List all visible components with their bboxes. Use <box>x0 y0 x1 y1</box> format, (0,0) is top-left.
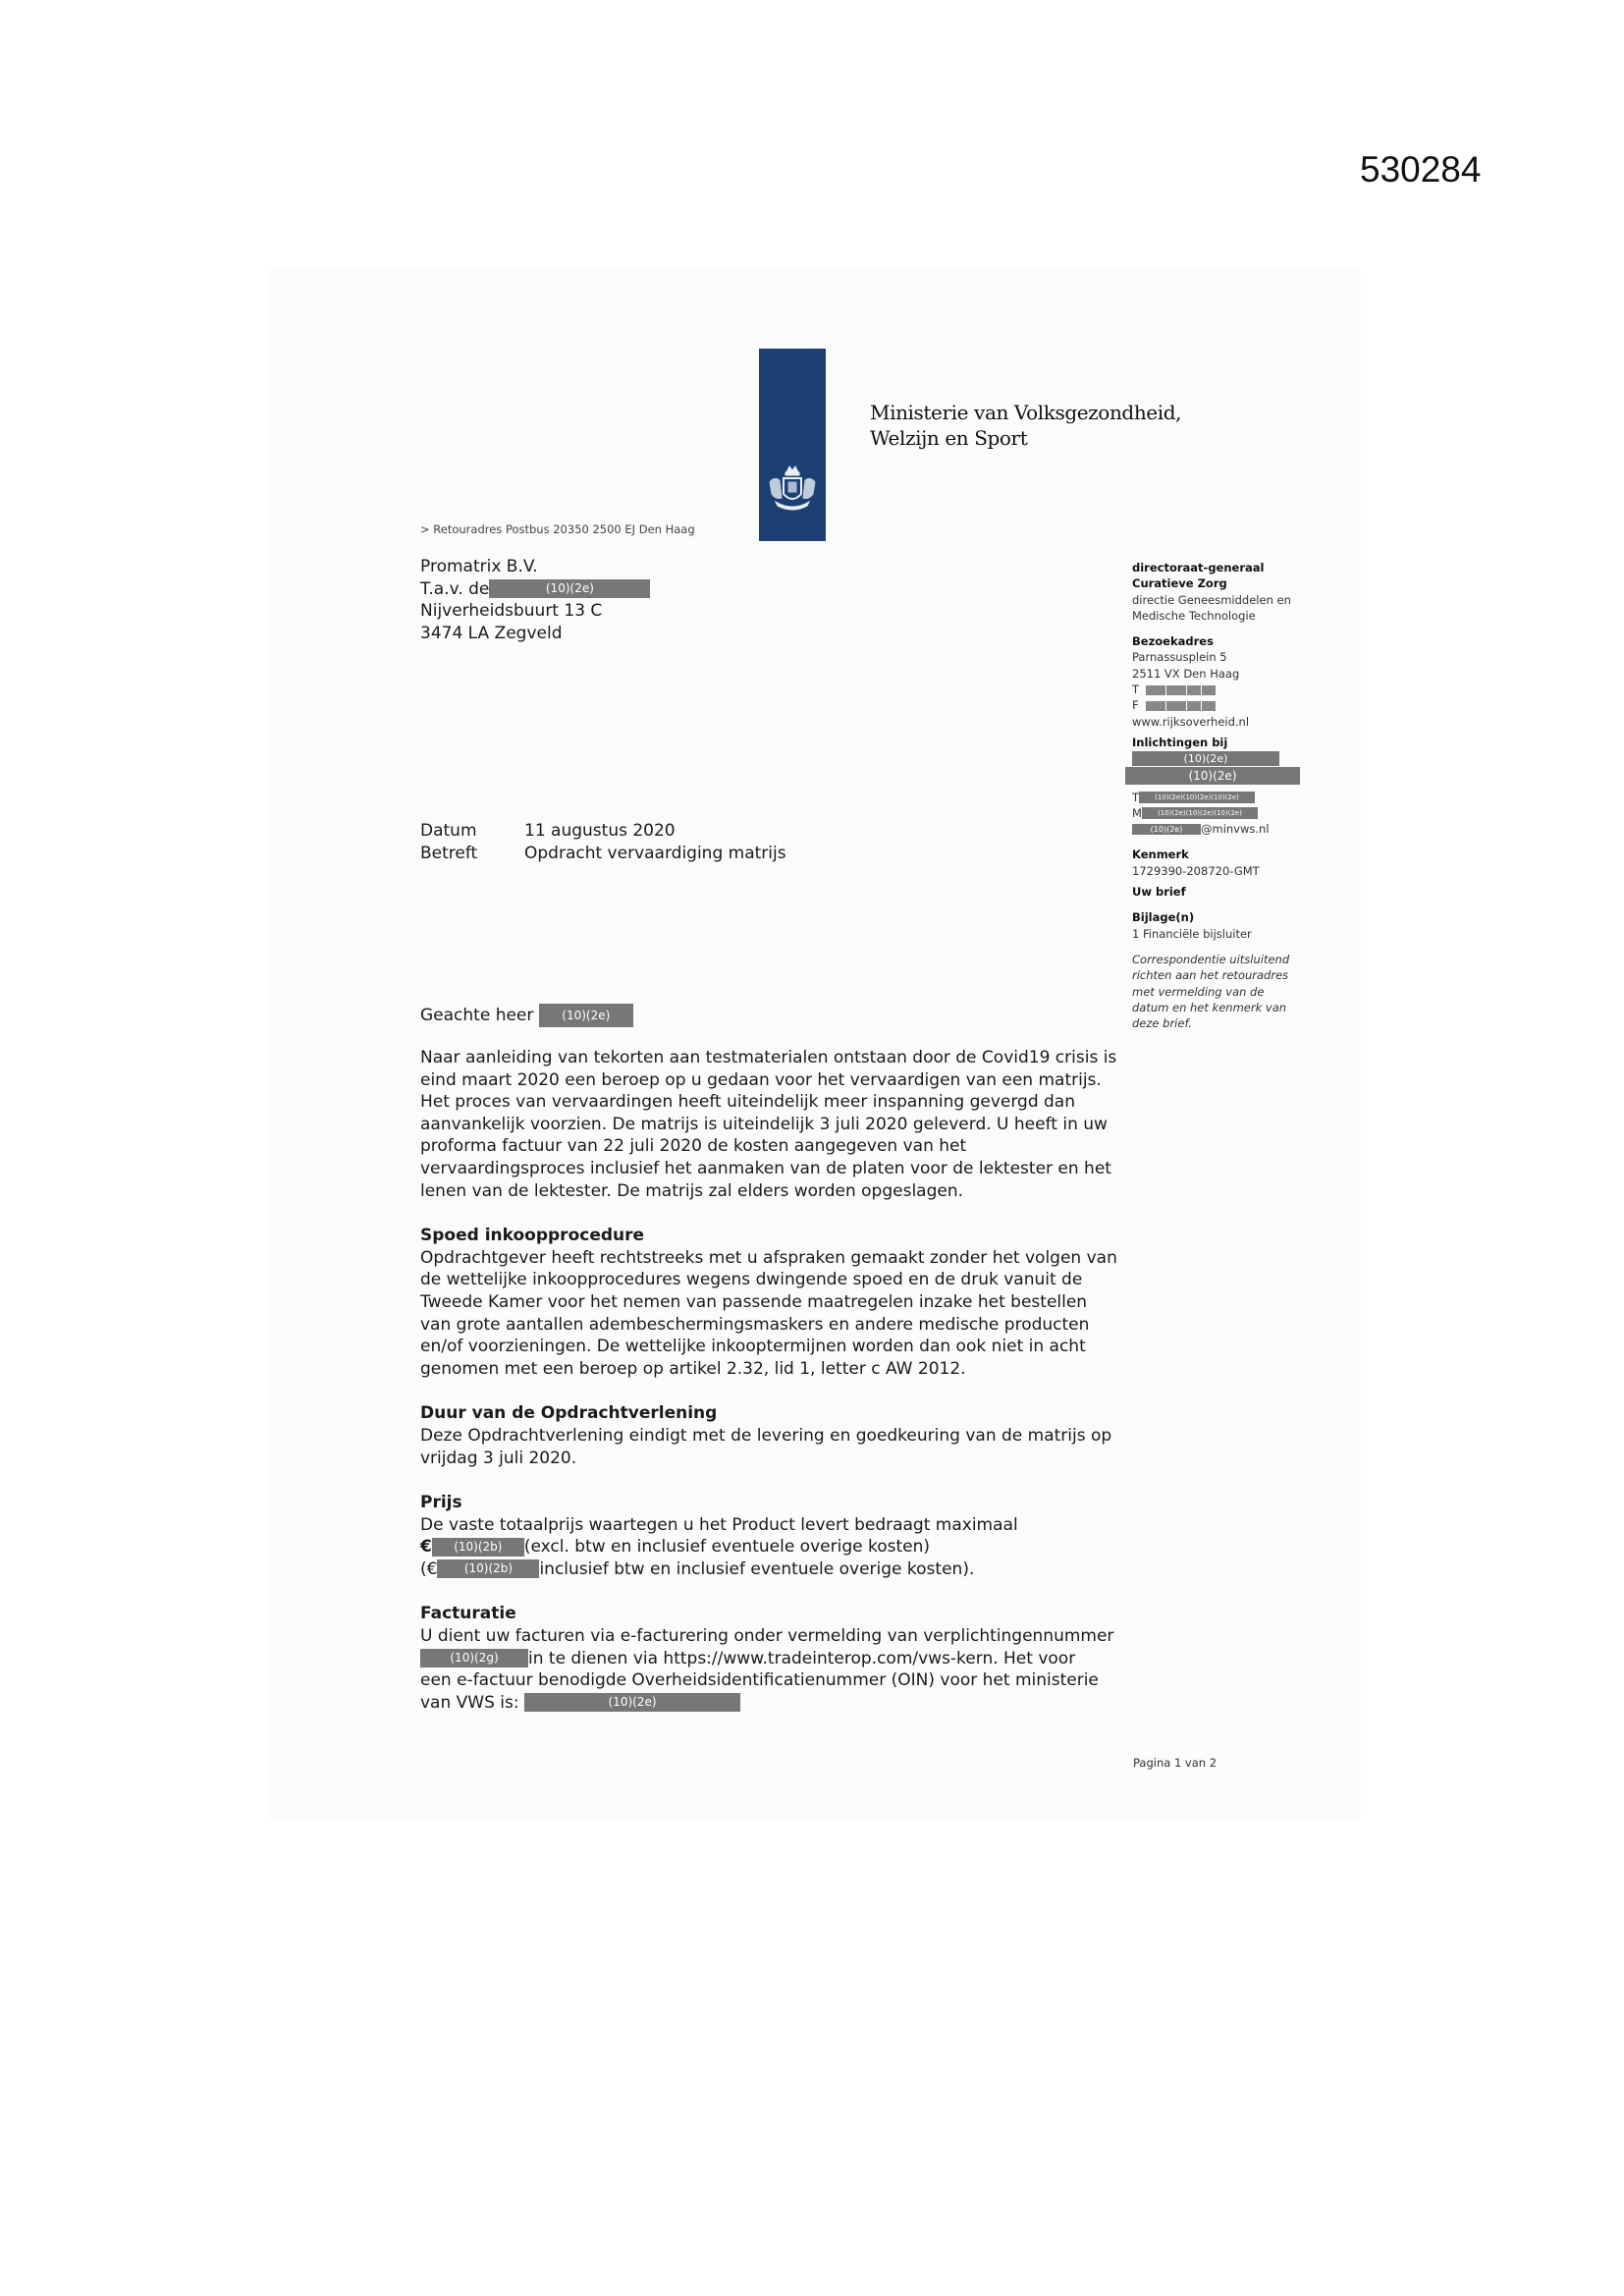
ministry-logo <box>759 349 826 541</box>
body-line: een e-factuur benodigde Overheidsidentificatienummer (OIN) voor het ministerie <box>420 1670 1099 1691</box>
body-line <box>420 1648 1117 1670</box>
recipient-company: Promatrix B.V. <box>420 557 538 576</box>
body-line: lenen van de lektester. De matrijs zal elders worden opgeslagen. <box>420 1180 964 1201</box>
phone-row <box>1132 682 1328 697</box>
redaction-box: (10)(2b) <box>437 1559 539 1578</box>
document-number: 530284 <box>1360 149 1482 190</box>
letter-body <box>420 1047 1117 1714</box>
corr-line: datum en het kenmerk van <box>1132 1000 1287 1014</box>
email-domain: @minvws.nl <box>1201 822 1270 837</box>
body-line: Het proces van vervaardingen heeft uiteindelijk meer inspanning gevergd dan <box>420 1092 1075 1113</box>
phone-label: T <box>1132 790 1140 804</box>
euro-sign: € <box>420 1537 432 1558</box>
return-address: > Retouradres Postbus 20350 2500 EJ Den Haag <box>420 522 695 536</box>
redaction-box: (10)(2b) <box>432 1538 524 1557</box>
bijlage-label: Bijlage(n) <box>1132 910 1195 925</box>
price-open: (€ <box>420 1558 438 1579</box>
body-line: en/of voorzieningen. De wettelijke inkooptermijnen worden dan ook niet in acht <box>420 1337 1086 1357</box>
sidebar-info <box>1132 560 1328 1031</box>
body-line: de wettelijke inkoopprocedures wegens dwingende spoed en de druk vanuit de <box>420 1270 1083 1290</box>
coat-of-arms-icon <box>762 465 823 535</box>
contact-mobile-row <box>1132 805 1328 821</box>
salutation <box>420 1004 633 1027</box>
body-line: genomen met een beroep op artikel 2.32, lid 1, letter c AW 2012. <box>420 1358 966 1379</box>
dept-label: Curatieve Zorg <box>1132 576 1227 591</box>
body-line: proforma factuur van 22 juli 2020 de kosten aangegeven van het <box>420 1136 967 1157</box>
body-line: vervaardingsproces inclusief het aanmaken van de platen voor de lektester en het <box>420 1158 1111 1178</box>
redaction-box: (10)(2g) <box>420 1649 528 1667</box>
section-heading: Facturatie <box>420 1604 516 1624</box>
section-heading: Duur van de Opdrachtverlening <box>420 1403 718 1424</box>
mobile-label: M <box>1132 805 1142 820</box>
body-line <box>420 1558 1117 1581</box>
phone-label: T <box>1132 683 1140 697</box>
kenmerk-label: Kenmerk <box>1132 847 1189 862</box>
ministry-name <box>870 400 1181 451</box>
directie-line-2: Medische Technologie <box>1132 608 1256 623</box>
correspondence-note <box>1132 952 1328 1031</box>
invoice-text: van VWS is: <box>420 1692 519 1713</box>
body-line: vrijdag 3 juli 2020. <box>420 1448 577 1468</box>
body-line: Deze Opdrachtverlening eindigt met de levering en goedkeuring van de matrijs op <box>420 1425 1112 1446</box>
duur-section <box>420 1402 1117 1469</box>
body-line <box>420 1536 1117 1558</box>
facturatie-section <box>420 1603 1117 1714</box>
kenmerk-value: 1729390-208720-GMT <box>1132 863 1260 878</box>
corr-line: met vermelding van de <box>1132 984 1265 999</box>
price-note: (excl. btw en inclusief eventuele overige kosten) <box>523 1537 930 1558</box>
body-line: aanvankelijk voorzien. De matrijs is uiteindelijk 3 juli 2020 geleverd. U heeft in uw <box>420 1114 1108 1134</box>
ministry-line-2: Welzijn en Sport <box>870 426 1028 450</box>
invoice-text: in te dienen via https://www.tradeinterop.com/vws-kern. Het voor <box>528 1648 1076 1668</box>
redaction-box: (10)(2e) <box>539 1004 633 1027</box>
body-line: De vaste totaalprijs waartegen u het Product levert bedraagt maximaal <box>420 1514 1018 1535</box>
recipient-city: 3474 LA Zegveld <box>420 623 563 643</box>
directie-line-1: directie Geneesmiddelen en <box>1132 592 1291 607</box>
contact-phone-row <box>1132 790 1328 805</box>
fax-label: F <box>1132 698 1139 713</box>
price-note: inclusief btw en inclusief eventuele overige kosten). <box>539 1558 975 1579</box>
page-number: Pagina 1 van 2 <box>1133 1756 1218 1770</box>
body-line: eind maart 2020 een beroep op u gedaan voor het vervaardigen van een matrijs. <box>420 1069 1102 1090</box>
intro-paragraph <box>420 1047 1117 1202</box>
bezoekadres-label: Bezoekadres <box>1132 634 1214 649</box>
section-heading: Prijs <box>420 1493 462 1513</box>
prijs-section <box>420 1492 1117 1580</box>
body-line: Tweede Kamer voor het nemen van passende maatregelen inzake het bestellen <box>420 1291 1088 1312</box>
recipient-attn <box>420 578 650 601</box>
redaction-box: (10)(2e) <box>489 579 650 598</box>
section-heading: Spoed inkoopprocedure <box>420 1226 645 1246</box>
dg-label: directoraat-generaal <box>1132 561 1265 574</box>
attn-prefix: T.a.v. de <box>420 578 490 599</box>
recipient-address <box>420 556 650 644</box>
recipient-street: Nijverheidsbuurt 13 C <box>420 601 603 621</box>
corr-line: richten aan het retouradres <box>1132 968 1289 983</box>
salutation-text: Geachte heer <box>420 1006 534 1025</box>
redaction-box: (10)(2e) <box>1132 751 1279 766</box>
body-line: U dient uw facturen via e-facturering onder vermelding van verplichtingennummer <box>420 1626 1114 1647</box>
bijlage-value: 1 Financiële bijsluiter <box>1132 926 1252 941</box>
redaction-box: (10)(2e)(10)(2e)(10)(2e) <box>1139 792 1255 803</box>
betreft-value: Opdracht vervaardiging matrijs <box>524 844 786 863</box>
inlichtingen-label: Inlichtingen bij <box>1132 735 1228 749</box>
uw-brief-label: Uw brief <box>1132 885 1186 900</box>
fax-row <box>1132 697 1328 713</box>
corr-line: Correspondentie uitsluitend <box>1132 952 1290 966</box>
redaction-box: (10)(2e) <box>1132 824 1201 835</box>
body-line: Naar aanleiding van tekorten aan testmaterialen ontstaan door de Covid19 crisis is <box>420 1048 1117 1067</box>
spoed-section <box>420 1225 1117 1380</box>
redaction-box: (10)(2e) <box>1125 767 1300 785</box>
datum-label: Datum <box>420 821 477 841</box>
website: www.rijksoverheid.nl <box>1132 714 1250 729</box>
ministry-line-1: Ministerie van Volksgezondheid, <box>870 401 1182 424</box>
corr-line: deze brief. <box>1132 1016 1192 1031</box>
bezoekadres-city: 2511 VX Den Haag <box>1132 666 1240 681</box>
body-line: van grote aantallen adembeschermingsmaskers en andere medische producten <box>420 1314 1090 1335</box>
bezoekadres-street: Parnassusplein 5 <box>1132 650 1227 665</box>
body-line <box>420 1692 1117 1715</box>
redaction-box: (10)(2e) <box>524 1693 740 1712</box>
betreft-label: Betreft <box>420 844 478 863</box>
body-line: Opdrachtgever heeft rechtstreeks met u afspraken gemaakt zonder het volgen van <box>420 1247 1117 1268</box>
contact-email-row <box>1132 821 1328 837</box>
datum-value: 11 augustus 2020 <box>524 821 676 841</box>
redaction-box: (10)(2e)(10)(2e)(10)(2e) <box>1142 807 1258 819</box>
letter-meta <box>420 820 786 865</box>
